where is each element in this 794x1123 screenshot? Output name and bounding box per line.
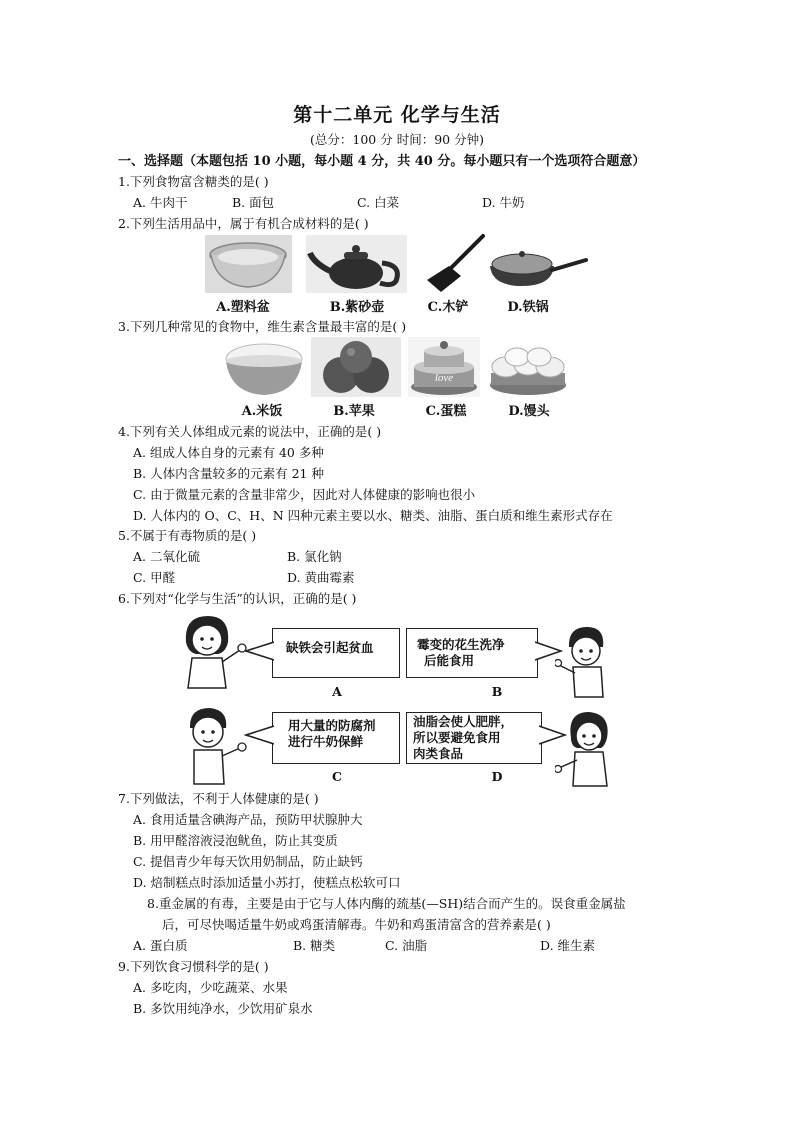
steamed-buns-image [488,337,569,397]
q2-caption-a: A.塑料盆 [216,300,270,315]
exam-info: (总分：100 分 时间：90 分钟) [310,132,484,147]
q8-option-d: D. 维生素 [540,938,596,953]
wok-image [486,246,588,291]
girl-cartoon-d [555,710,615,788]
q5-option-b: B. 氯化钠 [287,549,342,564]
q3-caption-b: B.苹果 [333,404,375,419]
q2-caption-b: B.紫砂壶 [329,300,385,315]
rice-bowl-image [222,337,306,397]
q7-stem: 7.下列做法，不利于人体健康的是( ) [118,791,319,806]
q4-option-d: D. 人体内的 O、C、H、N 四种元素主要以水、糖类、油脂、蛋白质和维生素形式存在 [133,508,613,523]
bubble-b-line-2: 后能食用 [424,653,475,668]
page-title: 第十二单元 化学与生活 [293,104,501,126]
q8-stem-line-2: 后，可尽快喝适量牛奶或鸡蛋清解毒。牛奶和鸡蛋清富含的营养素是( ) [162,917,551,932]
q8-stem-line-1: 8.重金属的有毒，主要是由于它与人体内酶的巯基(—SH)结合而产生的。误食重金属盐 [147,896,626,911]
bubble-d-line-1: 油脂会使人肥胖， [413,714,514,729]
boy-cartoon-c [176,706,248,786]
section-heading: 一、选择题（本题包括 10 小题，每小题 4 分，共 40 分。每小题只有一个选项符合题意） [118,154,646,169]
q6-label-d: D [491,769,503,784]
bubble-c-line-2: 进行牛奶保鲜 [288,734,364,749]
q8-option-a: A. 蛋白质 [133,938,188,953]
q3-stem: 3.下列几种常见的食物中，维生素含量最丰富的是( ) [118,319,407,334]
plastic-basin-image [205,235,292,293]
q3-caption-d: D.馒头 [508,404,550,419]
q5-option-c: C. 甲醛 [133,570,176,585]
q5-option-d: D. 黄曲霉素 [287,570,355,585]
cake-image [408,337,480,397]
bubble-d-tail [539,724,567,746]
q4-option-b: B. 人体内含量较多的元素有 21 种 [133,466,324,481]
q4-option-a: A. 组成人体自身的元素有 40 多种 [133,445,324,460]
bubble-d-line-3: 肉类食品 [413,746,464,761]
q7-option-d: D. 焙制糕点时添加适量小苏打，使糕点松软可口 [133,875,401,890]
bubble-c-tail [244,724,274,746]
q6-label-c: C [332,769,342,784]
bubble-c-line-1: 用大量的防腐剂 [288,718,376,733]
q4-option-c: C. 由于微量元素的含量非常少，因此对人体健康的影响也很小 [133,487,476,502]
q5-stem: 5.不属于有毒物质的是( ) [118,528,257,543]
q2-caption-d: D.铁锅 [507,300,549,315]
q2-caption-c: C.木铲 [427,300,469,315]
q9-option-a: A. 多吃肉，少吃蔬菜、水果 [133,980,288,995]
q8-option-b: B. 糖类 [293,938,336,953]
spatula-image [421,232,489,294]
q1-option-a: A. 牛肉干 [133,195,188,210]
q8-option-c: C. 油脂 [385,938,428,953]
bubble-a-text: 缺铁会引起贫血 [286,640,374,655]
q1-option-c: C. 白菜 [357,195,400,210]
q3-caption-a: A.米饭 [241,404,283,419]
boy-cartoon-b [555,625,610,700]
q3-caption-c: C.蛋糕 [425,404,467,419]
q6-label-a: A [332,684,342,699]
q1-option-b: B. 面包 [232,195,275,210]
girl-cartoon-a [178,612,248,690]
bubble-b-tail [535,640,563,662]
q2-stem: 2.下列生活用品中，属于有机合成材料的是( ) [118,216,369,231]
bubble-b-line-1: 霉变的花生洗净 [417,637,505,652]
q1-option-d: D. 牛奶 [482,195,525,210]
q9-option-b: B. 多饮用纯净水，少饮用矿泉水 [133,1001,313,1016]
q9-stem: 9.下列饮食习惯科学的是( ) [118,959,269,974]
q6-label-b: B [491,684,503,699]
apples-image [311,337,401,397]
q1-stem: 1.下列食物富含糖类的是( ) [118,174,269,189]
bubble-a-tail [244,640,274,662]
q4-stem: 4.下列有关人体组成元素的说法中，正确的是( ) [118,424,382,439]
q7-option-a: A. 食用适量含碘海产品，预防甲状腺肿大 [133,812,363,827]
q6-stem: 6.下列对“化学与生活”的认识，正确的是( ) [118,591,357,606]
clay-teapot-image [306,235,407,293]
q7-option-c: C. 提倡青少年每天饮用奶制品，防止缺钙 [133,854,363,869]
q5-option-a: A. 二氧化硫 [133,549,200,564]
cake-decoration-text: love [434,372,454,384]
bubble-d-line-2: 所以要避免食用 [413,730,501,745]
q7-option-b: B. 用甲醛溶液浸泡鱿鱼，防止其变质 [133,833,338,848]
